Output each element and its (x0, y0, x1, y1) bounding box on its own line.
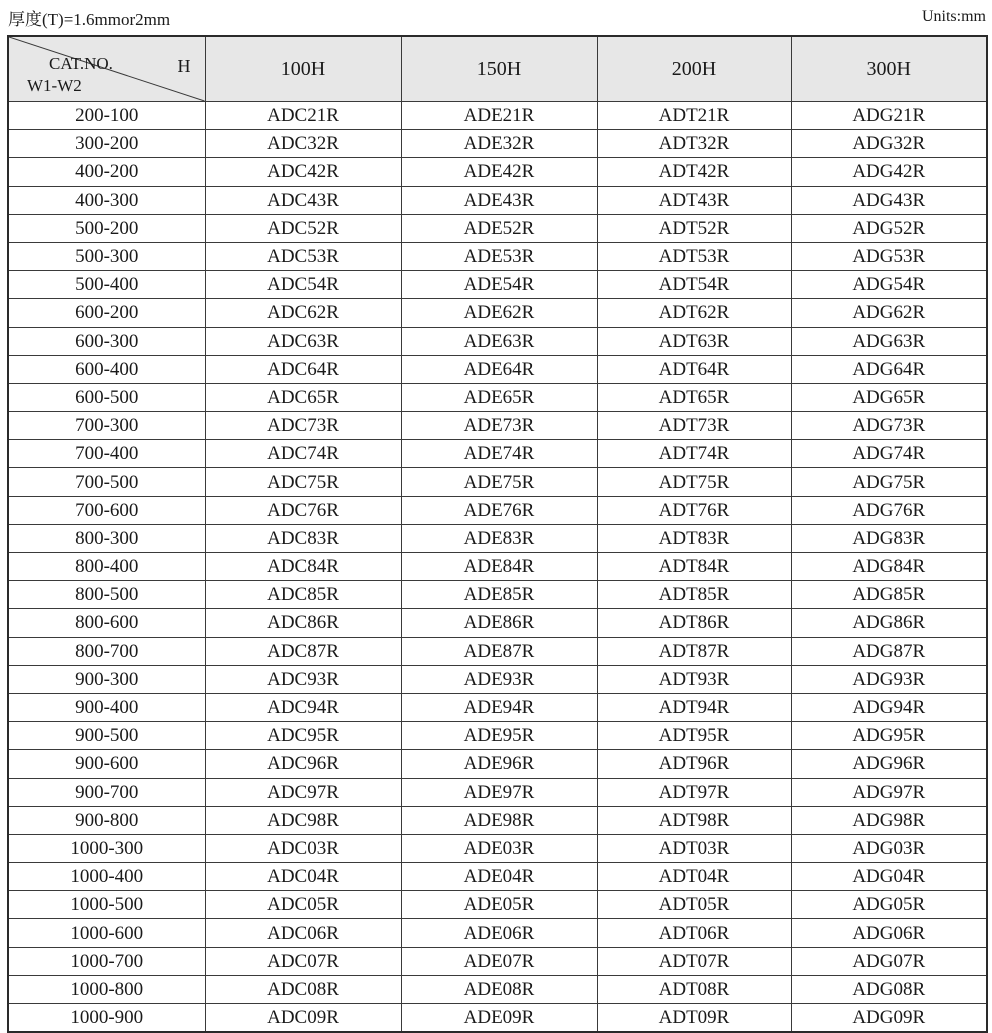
size-cell: 900-500 (8, 722, 205, 750)
column-header: 300H (791, 36, 987, 102)
catalog-code-cell: ADG74R (791, 440, 987, 468)
catalog-code-cell: ADE84R (401, 553, 597, 581)
catalog-code-cell: ADC65R (205, 383, 401, 411)
catalog-code-cell: ADC21R (205, 102, 401, 130)
table-row (8, 750, 987, 778)
size-cell: 900-700 (8, 778, 205, 806)
size-cell: 1000-300 (8, 834, 205, 862)
table-row (8, 412, 987, 440)
catalog-code-cell: ADT94R (597, 693, 791, 721)
table-row (8, 581, 987, 609)
catalog-code-cell: ADG08R (791, 975, 987, 1003)
catalog-code-cell: ADG32R (791, 130, 987, 158)
catalog-code-cell: ADG21R (791, 102, 987, 130)
catalog-code-cell: ADE76R (401, 496, 597, 524)
size-cell: 500-300 (8, 242, 205, 270)
catalog-code-cell: ADC95R (205, 722, 401, 750)
table-row (8, 440, 987, 468)
catalog-code-cell: ADT21R (597, 102, 791, 130)
catalog-code-cell: ADE03R (401, 834, 597, 862)
catalog-code-cell: ADC64R (205, 355, 401, 383)
size-cell: 800-700 (8, 637, 205, 665)
table-row (8, 834, 987, 862)
table-row (8, 496, 987, 524)
catalog-code-cell: ADG97R (791, 778, 987, 806)
table-row (8, 158, 987, 186)
catalog-code-cell: ADG85R (791, 581, 987, 609)
catalog-code-cell: ADG86R (791, 609, 987, 637)
catalog-code-cell: ADG43R (791, 186, 987, 214)
catalog-code-cell: ADC83R (205, 524, 401, 552)
table-row (8, 242, 987, 270)
table-row (8, 947, 987, 975)
catalog-code-cell: ADT06R (597, 919, 791, 947)
catalog-code-cell: ADC98R (205, 806, 401, 834)
table-row (8, 186, 987, 214)
catalog-code-cell: ADT07R (597, 947, 791, 975)
size-cell: 800-300 (8, 524, 205, 552)
catalog-code-cell: ADE95R (401, 722, 597, 750)
catalog-code-cell: ADG52R (791, 214, 987, 242)
catalog-code-cell: ADE52R (401, 214, 597, 242)
catalog-code-cell: ADC96R (205, 750, 401, 778)
table-row (8, 130, 987, 158)
table-row (8, 722, 987, 750)
catalog-code-cell: ADG07R (791, 947, 987, 975)
size-cell: 400-300 (8, 186, 205, 214)
catalog-code-cell: ADE06R (401, 919, 597, 947)
size-cell: 1000-500 (8, 891, 205, 919)
catalog-code-cell: ADC07R (205, 947, 401, 975)
catalog-code-cell: ADG05R (791, 891, 987, 919)
size-cell: 700-600 (8, 496, 205, 524)
table-row (8, 637, 987, 665)
catalog-code-cell: ADT74R (597, 440, 791, 468)
catalog-code-cell: ADT96R (597, 750, 791, 778)
thickness-note: 厚度(T)=1.6mmor2mm (8, 9, 171, 29)
catalog-code-cell: ADG62R (791, 299, 987, 327)
table-row (8, 299, 987, 327)
table-row (8, 609, 987, 637)
catalog-code-cell: ADC52R (205, 214, 401, 242)
catalog-code-cell: ADT52R (597, 214, 791, 242)
catalog-code-cell: ADC97R (205, 778, 401, 806)
catalog-code-cell: ADE08R (401, 975, 597, 1003)
table-row (8, 383, 987, 411)
catalog-code-cell: ADT32R (597, 130, 791, 158)
catalog-code-cell: ADE85R (401, 581, 597, 609)
catalog-code-cell: ADC93R (205, 665, 401, 693)
size-cell: 1000-400 (8, 863, 205, 891)
catalog-code-cell: ADE43R (401, 186, 597, 214)
catalog-code-cell: ADC87R (205, 637, 401, 665)
catalog-code-cell: ADT08R (597, 975, 791, 1003)
catalog-code-cell: ADE83R (401, 524, 597, 552)
size-cell: 1000-800 (8, 975, 205, 1003)
catalog-table (7, 35, 988, 1033)
size-cell: 800-600 (8, 609, 205, 637)
size-cell: 900-800 (8, 806, 205, 834)
catalog-code-cell: ADC75R (205, 468, 401, 496)
size-cell: 700-400 (8, 440, 205, 468)
catalog-code-cell: ADG95R (791, 722, 987, 750)
catalog-code-cell: ADT84R (597, 553, 791, 581)
catalog-code-cell: ADE07R (401, 947, 597, 975)
catalog-code-cell: ADC09R (205, 1004, 401, 1033)
catalog-code-cell: ADC05R (205, 891, 401, 919)
catalog-code-cell: ADC06R (205, 919, 401, 947)
catalog-code-cell: ADC32R (205, 130, 401, 158)
catalog-code-cell: ADE98R (401, 806, 597, 834)
catalog-code-cell: ADC73R (205, 412, 401, 440)
table-row (8, 553, 987, 581)
table-body (8, 102, 987, 1033)
size-cell: 1000-600 (8, 919, 205, 947)
size-cell: 600-200 (8, 299, 205, 327)
catalog-code-cell: ADE21R (401, 102, 597, 130)
corner-catno-label: CAT.NO. (49, 54, 113, 73)
catalog-code-cell: ADT09R (597, 1004, 791, 1033)
catalog-code-cell: ADT05R (597, 891, 791, 919)
catalog-code-cell: ADT83R (597, 524, 791, 552)
catalog-code-cell: ADC76R (205, 496, 401, 524)
table-row (8, 778, 987, 806)
size-cell: 800-500 (8, 581, 205, 609)
size-cell: 900-400 (8, 693, 205, 721)
catalog-code-cell: ADE62R (401, 299, 597, 327)
table-row (8, 863, 987, 891)
table-row (8, 665, 987, 693)
catalog-code-cell: ADE32R (401, 130, 597, 158)
catalog-code-cell: ADC04R (205, 863, 401, 891)
catalog-code-cell: ADT04R (597, 863, 791, 891)
catalog-code-cell: ADG98R (791, 806, 987, 834)
catalog-code-cell: ADC63R (205, 327, 401, 355)
corner-h-label: H (177, 56, 191, 76)
header-row (8, 36, 987, 102)
catalog-code-cell: ADE87R (401, 637, 597, 665)
catalog-code-cell: ADE53R (401, 242, 597, 270)
catalog-code-cell: ADG54R (791, 271, 987, 299)
catalog-code-cell: ADE96R (401, 750, 597, 778)
catalog-code-cell: ADT65R (597, 383, 791, 411)
size-cell: 600-400 (8, 355, 205, 383)
catalog-code-cell: ADG87R (791, 637, 987, 665)
column-header: 150H (401, 36, 597, 102)
size-cell: 1000-900 (8, 1004, 205, 1033)
catalog-code-cell: ADC84R (205, 553, 401, 581)
catalog-code-cell: ADG42R (791, 158, 987, 186)
size-cell: 400-200 (8, 158, 205, 186)
catalog-code-cell: ADC86R (205, 609, 401, 637)
catalog-code-cell: ADT73R (597, 412, 791, 440)
size-cell: 900-300 (8, 665, 205, 693)
table-row (8, 214, 987, 242)
table-row (8, 891, 987, 919)
table-row (8, 975, 987, 1003)
corner-w-label: W1-W2 (27, 76, 82, 95)
catalog-code-cell: ADT98R (597, 806, 791, 834)
catalog-code-cell: ADE73R (401, 412, 597, 440)
catalog-code-cell: ADG03R (791, 834, 987, 862)
catalog-code-cell: ADE09R (401, 1004, 597, 1033)
catalog-code-cell: ADG96R (791, 750, 987, 778)
catalog-code-cell: ADT53R (597, 242, 791, 270)
catalog-code-cell: ADC54R (205, 271, 401, 299)
catalog-code-cell: ADE86R (401, 609, 597, 637)
catalog-code-cell: ADT97R (597, 778, 791, 806)
catalog-code-cell: ADT76R (597, 496, 791, 524)
page-header (8, 5, 986, 29)
column-header: 200H (597, 36, 791, 102)
catalog-code-cell: ADT62R (597, 299, 791, 327)
catalog-code-cell: ADG84R (791, 553, 987, 581)
catalog-code-cell: ADT85R (597, 581, 791, 609)
catalog-code-cell: ADC74R (205, 440, 401, 468)
catalog-code-cell: ADG64R (791, 355, 987, 383)
size-cell: 1000-700 (8, 947, 205, 975)
catalog-code-cell: ADC62R (205, 299, 401, 327)
catalog-code-cell: ADE74R (401, 440, 597, 468)
catalog-code-cell: ADC42R (205, 158, 401, 186)
catalog-code-cell: ADE54R (401, 271, 597, 299)
catalog-code-cell: ADC85R (205, 581, 401, 609)
catalog-code-cell: ADG63R (791, 327, 987, 355)
table-row (8, 355, 987, 383)
table-row (8, 806, 987, 834)
catalog-code-cell: ADC08R (205, 975, 401, 1003)
catalog-code-cell: ADG09R (791, 1004, 987, 1033)
catalog-code-cell: ADG53R (791, 242, 987, 270)
catalog-code-cell: ADT63R (597, 327, 791, 355)
catalog-code-cell: ADE04R (401, 863, 597, 891)
size-cell: 300-200 (8, 130, 205, 158)
catalog-code-cell: ADG93R (791, 665, 987, 693)
table-row (8, 327, 987, 355)
catalog-code-cell: ADT54R (597, 271, 791, 299)
catalog-code-cell: ADE05R (401, 891, 597, 919)
catalog-code-cell: ADE65R (401, 383, 597, 411)
size-cell: 800-400 (8, 553, 205, 581)
catalog-code-cell: ADG75R (791, 468, 987, 496)
size-cell: 600-500 (8, 383, 205, 411)
catalog-code-cell: ADE93R (401, 665, 597, 693)
table-row (8, 693, 987, 721)
table-row (8, 524, 987, 552)
size-cell: 200-100 (8, 102, 205, 130)
catalog-code-cell: ADG73R (791, 412, 987, 440)
corner-header-cell (8, 36, 205, 102)
catalog-code-cell: ADC03R (205, 834, 401, 862)
catalog-code-cell: ADT87R (597, 637, 791, 665)
catalog-code-cell: ADG94R (791, 693, 987, 721)
catalog-code-cell: ADG06R (791, 919, 987, 947)
table-row (8, 1004, 987, 1033)
size-cell: 500-200 (8, 214, 205, 242)
size-cell: 700-300 (8, 412, 205, 440)
units-label: Units:mm (921, 8, 986, 25)
catalog-code-cell: ADT93R (597, 665, 791, 693)
column-header: 100H (205, 36, 401, 102)
catalog-code-cell: ADC43R (205, 186, 401, 214)
size-cell: 900-600 (8, 750, 205, 778)
catalog-code-cell: ADG65R (791, 383, 987, 411)
catalog-code-cell: ADT64R (597, 355, 791, 383)
catalog-code-cell: ADC53R (205, 242, 401, 270)
table-row (8, 271, 987, 299)
catalog-code-cell: ADG76R (791, 496, 987, 524)
catalog-code-cell: ADE75R (401, 468, 597, 496)
table-row (8, 102, 987, 130)
catalog-code-cell: ADT86R (597, 609, 791, 637)
catalog-code-cell: ADG04R (791, 863, 987, 891)
size-cell: 600-300 (8, 327, 205, 355)
catalog-code-cell: ADT03R (597, 834, 791, 862)
catalog-code-cell: ADE94R (401, 693, 597, 721)
size-cell: 700-500 (8, 468, 205, 496)
catalog-code-cell: ADT42R (597, 158, 791, 186)
table-row (8, 468, 987, 496)
catalog-code-cell: ADE97R (401, 778, 597, 806)
catalog-code-cell: ADG83R (791, 524, 987, 552)
catalog-code-cell: ADT95R (597, 722, 791, 750)
table-row (8, 919, 987, 947)
catalog-code-cell: ADE64R (401, 355, 597, 383)
catalog-code-cell: ADT43R (597, 186, 791, 214)
catalog-code-cell: ADC94R (205, 693, 401, 721)
size-cell: 500-400 (8, 271, 205, 299)
catalog-code-cell: ADE63R (401, 327, 597, 355)
catalog-code-cell: ADE42R (401, 158, 597, 186)
catalog-code-cell: ADT75R (597, 468, 791, 496)
